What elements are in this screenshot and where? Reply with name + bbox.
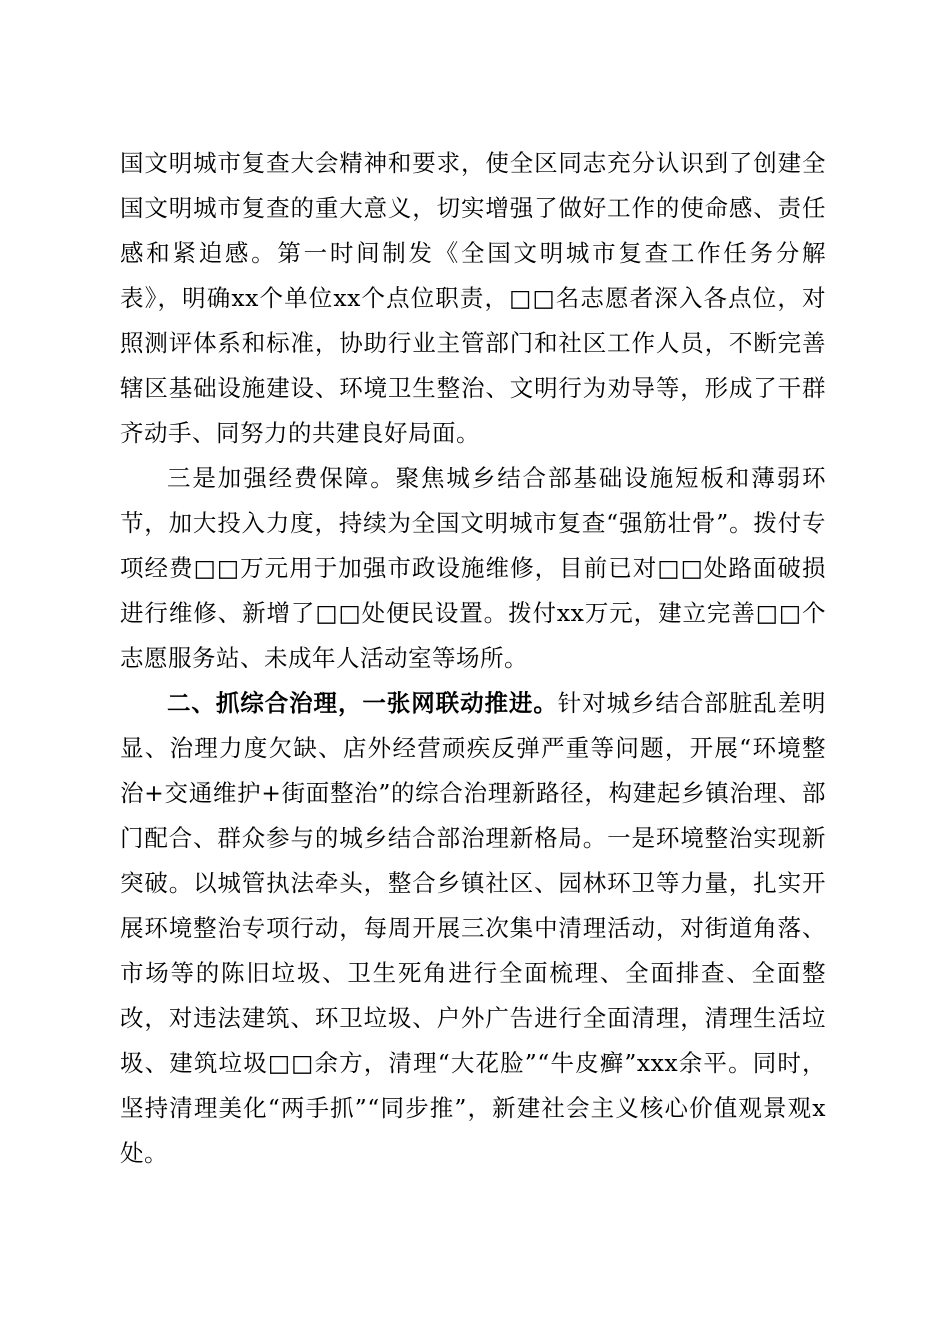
- paragraph-2-text: 三是加强经费保障。聚焦城乡结合部基础设施短板和薄弱环节，加大投入力度，持续为全国文明城市复查“强筋壮骨”。拨付专项经费□□万元用于加强市政设施维修，目前已对□□处路面破损进行维修、新增了□□处便民设置。拨付xx万元，建立完善□□个志愿服务站、未成年人活动室等场所。: [120, 464, 826, 672]
- document-page: [120, 141, 826, 1176]
- paragraph-3-text: 针对城乡结合部脏乱差明显、治理力度欠缺、店外经营顽疾反弹严重等问题，开展“环境整治+交通维护+街面整治”的综合治理新路径，构建起乡镇治理、部门配合、群众参与的城乡结合部治理新格局。一是环境整治实现新突破。以城管执法牵头，整合乡镇社区、园林环卫等力量，扎实开展环境整治专项行动，每周开展三次集中清理活动，对街道角落、市场等的陈旧垃圾、卫生死角进行全面梳理、全面排查、全面整改，对违法建筑、环卫垃圾、户外广告进行全面清理，清理生活垃圾、建筑垃圾□□余方，清理“大花脸”“牛皮癣”xxx余平。同时，坚持清理美化“两手抓”“同步推”，新建社会主义核心价值观景观x处。: [120, 689, 827, 1167]
- paragraph-1-text: 国文明城市复查大会精神和要求，使全区同志充分认识到了创建全国文明城市复查的重大意义，切实增强了做好工作的使命感、责任感和紧迫感。第一时间制发《全国文明城市复查工作任务分解表》，明确xx个单位xx个点位职责，□□名志愿者深入各点位，对照测评体系和标准，协助行业主管部门和社区工作人员，不断完善辖区基础设施建设、环境卫生整治、文明行为劝导等，形成了干群齐动手、同努力的共建良好局面。: [120, 149, 826, 447]
- paragraph-1: [120, 141, 826, 456]
- paragraph-2: [120, 456, 826, 681]
- paragraph-3: [120, 681, 826, 1176]
- section-heading: 二、抓综合治理，一张网联动推进。: [167, 689, 558, 717]
